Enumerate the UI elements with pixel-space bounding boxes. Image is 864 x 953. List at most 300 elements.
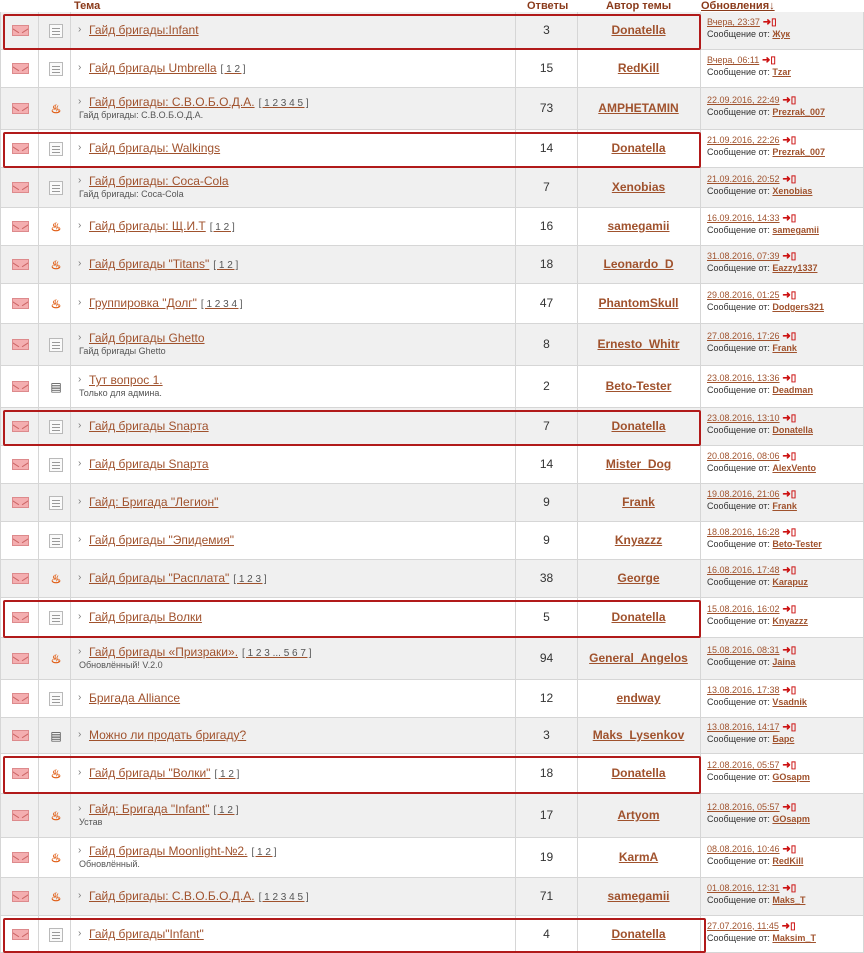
table-row — [0, 522, 864, 560]
message-from-label: Сообщение от: — [707, 657, 773, 667]
chevron-right-icon: › — [78, 220, 82, 231]
last-update-date[interactable]: 13.08.2016, 14:17 — [707, 722, 780, 732]
topic-author-link[interactable]: PhantomSkull — [598, 296, 679, 310]
last-update-date[interactable]: 27.08.2016, 17:26 — [707, 331, 780, 341]
column-divider — [0, 916, 1, 953]
message-from-label: Сообщение от: — [707, 302, 773, 312]
last-update-date[interactable]: 31.08.2016, 07:39 — [707, 251, 780, 261]
last-poster-link[interactable]: Beto-Tester — [772, 539, 822, 549]
chevron-right-icon: › — [78, 803, 82, 814]
topic-description: Гайд бригады Ghetto — [79, 346, 166, 356]
last-update-date[interactable]: 16.08.2016, 17:48 — [707, 565, 780, 575]
highlight-box — [3, 410, 701, 446]
column-header-updates[interactable]: Обновления↓ — [701, 0, 775, 12]
topic-title-link[interactable]: Гайд бригады «Призраки». [ 1 2 3 ... 5 6 7 ] — [89, 645, 312, 659]
topic-description: Только для админа. — [79, 388, 162, 398]
reply-count: 18 — [539, 257, 554, 271]
message-from-label: Сообщение от: — [707, 343, 773, 353]
column-divider — [0, 130, 1, 168]
column-header-author[interactable]: Автор темы — [606, 0, 672, 12]
unread-envelope-icon[interactable] — [12, 852, 29, 863]
topic-title-link[interactable]: Гайд бригады:Infant — [89, 23, 199, 37]
table-row — [0, 638, 864, 680]
table-row — [0, 208, 864, 246]
topic-title-link[interactable]: Гайд бригады "Расплата" [ 1 2 3 ] — [89, 571, 267, 585]
last-poster — [707, 343, 797, 353]
unread-envelope-icon[interactable] — [12, 693, 29, 704]
topic-title-link[interactable]: Гайд бригады Snapта — [89, 419, 209, 433]
last-update — [707, 290, 796, 301]
go-to-last-post-icon[interactable]: ➜▯ — [779, 883, 797, 894]
unread-envelope-icon[interactable] — [12, 497, 29, 508]
table-row — [0, 484, 864, 522]
go-to-last-post-icon[interactable]: ➜▯ — [779, 565, 797, 576]
last-poster — [707, 772, 810, 782]
column-divider — [70, 680, 71, 718]
column-divider — [0, 878, 1, 916]
table-row — [0, 50, 864, 88]
topic-pagination[interactable]: [ 1 2 3 ... 5 6 7 ] — [242, 648, 312, 659]
last-update — [707, 174, 796, 185]
column-divider — [0, 12, 1, 50]
topic-pagination[interactable]: [ 1 2 3 4 5 ] — [258, 892, 309, 903]
last-poster-link[interactable]: GOsapm — [772, 772, 810, 782]
unread-envelope-icon[interactable] — [12, 298, 29, 309]
go-to-last-post-icon[interactable]: ➜▯ — [779, 95, 797, 106]
last-poster — [707, 657, 795, 667]
column-divider — [0, 718, 1, 754]
column-divider — [0, 598, 1, 638]
last-update-date[interactable]: 27.07.2016, 11:45 — [707, 920, 779, 931]
topic-pagination[interactable]: [ 1 2 ] — [220, 64, 246, 75]
chevron-right-icon: › — [78, 572, 82, 583]
hot-topic-icon: ♨ — [50, 652, 62, 666]
unread-envelope-icon[interactable] — [12, 535, 29, 546]
topic-title-link[interactable]: Гайд: Бригада "Легион" — [89, 495, 219, 509]
column-divider — [38, 246, 39, 284]
chevron-right-icon: › — [78, 374, 82, 385]
last-update-date[interactable]: 19.08.2016, 21:06 — [707, 489, 780, 499]
last-poster-link[interactable]: Eazzy1337 — [772, 263, 818, 273]
topic-title-link[interactable]: Гайд бригады: С.В.О.Б.О.Д.А. [ 1 2 3 4 5 ] — [89, 889, 309, 903]
table-row — [0, 446, 864, 484]
topic-pagination[interactable]: [ 1 2 3 4 5 ] — [258, 98, 309, 109]
table-row — [0, 560, 864, 598]
topic-author-link[interactable]: endway — [616, 691, 661, 705]
reply-count: 14 — [539, 457, 554, 471]
topic-author-link[interactable]: samegamii — [607, 219, 670, 233]
topic-title-link[interactable]: Гайд бригады"Infant" — [89, 926, 204, 941]
column-divider — [700, 794, 701, 838]
topic-title-link[interactable]: Бригада Alliance — [89, 691, 181, 705]
highlight-box — [3, 918, 706, 953]
last-poster-link[interactable]: Dodgers321 — [772, 302, 824, 312]
last-poster-link[interactable]: Maks_T — [772, 895, 806, 905]
last-poster — [707, 29, 790, 39]
last-update-date[interactable]: 12.08.2016, 05:57 — [707, 802, 780, 812]
topic-title-link[interactable]: Гайд бригады "Эпидемия" — [89, 533, 235, 547]
topic-author-link[interactable]: Artyom — [617, 808, 660, 822]
table-row — [0, 718, 864, 754]
chevron-right-icon: › — [78, 890, 82, 901]
go-to-last-post-icon[interactable]: ➜▯ — [779, 844, 797, 855]
hot-topic-icon: ♨ — [50, 102, 62, 116]
message-from-label: Сообщение от: — [707, 107, 773, 117]
column-divider — [0, 208, 1, 246]
last-update-date[interactable]: 29.08.2016, 01:25 — [707, 290, 780, 300]
column-divider — [0, 560, 1, 598]
unread-envelope-icon[interactable] — [12, 182, 29, 193]
column-divider — [38, 484, 39, 522]
last-poster — [707, 263, 817, 273]
reply-count: 38 — [539, 571, 554, 585]
last-poster-link[interactable]: Maksim_T — [772, 932, 816, 943]
topic-title-link[interactable]: Гайд бригады: С.В.О.Б.О.Д.А. [ 1 2 3 4 5 ] — [89, 95, 309, 109]
chevron-right-icon: › — [78, 845, 82, 856]
chevron-right-icon: › — [78, 729, 82, 740]
reply-count: 7 — [543, 180, 550, 194]
last-update-date[interactable]: 21.09.2016, 22:26 — [707, 135, 780, 145]
column-divider — [38, 838, 39, 878]
last-update — [707, 55, 776, 66]
last-update — [707, 722, 796, 733]
topic-author-link[interactable]: Xenobias — [611, 180, 666, 194]
go-to-last-post-icon[interactable]: ➜▯ — [779, 722, 797, 733]
go-to-last-post-icon[interactable]: ➜▯ — [779, 685, 797, 696]
go-to-last-post-icon[interactable]: ➜▯ — [779, 451, 797, 462]
last-update — [707, 135, 796, 146]
column-divider — [38, 680, 39, 718]
column-divider — [70, 838, 71, 878]
go-to-last-post-icon[interactable]: ➜▯ — [779, 527, 797, 538]
topic-author-link[interactable]: AMPHETAMIN — [598, 101, 679, 115]
topic-title-link[interactable]: Гайд бригады: Щ.И.Т [ 1 2 ] — [89, 219, 235, 233]
message-from-label: Сообщение от: — [707, 225, 773, 235]
topic-title-link[interactable]: Гайд: Бригада "Infant" [ 1 2 ] — [89, 802, 239, 816]
hot-topic-icon: ♨ — [50, 767, 62, 781]
topic-document-icon — [49, 62, 63, 76]
column-divider — [0, 484, 1, 522]
column-divider — [70, 522, 71, 560]
last-update-date[interactable]: 22.09.2016, 22:49 — [707, 95, 780, 105]
column-divider — [0, 838, 1, 878]
last-update — [707, 373, 796, 384]
column-header-replies[interactable]: Ответы — [527, 0, 569, 12]
last-update-date[interactable]: 23.08.2016, 13:10 — [707, 413, 780, 423]
topic-author-link[interactable]: Leonardo_D — [603, 257, 674, 271]
topic-title-link[interactable]: Гайд бригады Umbrella [ 1 2 ] — [89, 61, 246, 75]
unread-envelope-icon[interactable] — [12, 381, 29, 392]
message-from-label: Сообщение от: — [707, 263, 773, 273]
message-from-label: Сообщение от: — [707, 501, 773, 511]
last-poster-link[interactable]: RedKill — [772, 856, 804, 866]
last-update-date[interactable]: 23.08.2016, 13:36 — [707, 373, 780, 383]
last-poster — [707, 814, 810, 824]
column-divider — [70, 560, 71, 598]
column-divider — [70, 638, 71, 680]
topic-author-link[interactable]: RedKill — [617, 61, 660, 75]
last-poster — [707, 933, 816, 943]
last-poster — [707, 539, 822, 549]
topic-document-icon — [49, 338, 63, 352]
last-update — [707, 844, 796, 855]
topic-author-link[interactable]: Donatella — [611, 926, 666, 941]
go-to-last-post-icon[interactable]: ➜▯ — [779, 331, 797, 342]
topic-author-link[interactable]: Mister_Dog — [605, 457, 672, 471]
message-from-label: Сообщение от: — [707, 147, 773, 157]
topic-title-link[interactable]: Группировка "Долг" [ 1 2 3 4 ] — [89, 296, 243, 310]
last-poster — [707, 463, 816, 473]
last-update — [707, 565, 796, 576]
chevron-right-icon: › — [78, 646, 82, 657]
chevron-right-icon: › — [78, 175, 82, 186]
last-update-date[interactable]: 18.08.2016, 16:28 — [707, 527, 780, 537]
go-to-last-post-icon[interactable]: ➜▯ — [779, 213, 797, 224]
reply-count: 14 — [539, 141, 554, 155]
last-update-date[interactable]: 01.08.2016, 12:31 — [707, 883, 780, 893]
column-divider — [70, 446, 71, 484]
column-divider — [700, 284, 701, 324]
table-row — [0, 88, 864, 130]
go-to-last-post-icon[interactable]: ➜▯ — [759, 55, 776, 66]
last-update — [707, 451, 796, 462]
last-poster-link[interactable]: samegamii — [772, 225, 819, 235]
column-divider — [0, 754, 1, 794]
highlight-box — [3, 132, 701, 168]
topic-author-link[interactable]: Donatella — [611, 419, 666, 433]
last-poster-link[interactable]: Tzar — [772, 67, 791, 77]
topic-author-link[interactable]: Donatella — [611, 141, 666, 155]
hot-topic-icon: ♨ — [50, 890, 62, 904]
message-from-label: Сообщение от: — [707, 186, 773, 196]
column-divider — [700, 638, 701, 680]
last-poster-link[interactable]: Knyazzz — [772, 616, 808, 626]
last-poster — [707, 67, 791, 77]
go-to-last-post-icon[interactable]: ➜▯ — [779, 489, 797, 500]
column-divider — [38, 560, 39, 598]
chevron-right-icon: › — [78, 297, 82, 308]
last-poster-link[interactable]: Frank — [772, 343, 797, 353]
hot-topic-icon: ♨ — [50, 851, 62, 865]
last-update-date[interactable]: 20.08.2016, 08:06 — [707, 451, 780, 461]
reply-count: 7 — [543, 419, 550, 433]
topic-author-link[interactable]: Donatella — [611, 23, 666, 37]
column-divider — [700, 88, 701, 130]
unread-envelope-icon[interactable] — [12, 339, 29, 350]
topic-author-link[interactable]: Ernesto_Whitr — [597, 337, 680, 351]
topic-author-link[interactable]: George — [617, 571, 660, 585]
message-from-label: Сообщение от: — [707, 539, 773, 549]
last-poster — [707, 385, 813, 395]
go-to-last-post-icon[interactable]: ➜▯ — [778, 920, 796, 932]
go-to-last-post-icon[interactable]: ➜▯ — [779, 251, 797, 262]
table-row — [0, 878, 864, 916]
last-update — [707, 604, 796, 615]
topic-author-link[interactable]: Knyazzz — [614, 533, 663, 547]
topic-document-icon — [49, 534, 63, 548]
unread-envelope-icon[interactable] — [12, 891, 29, 902]
topic-author-link[interactable]: Maks_Lysenkov — [592, 728, 685, 742]
last-poster — [707, 186, 812, 196]
chevron-right-icon: › — [78, 611, 82, 622]
topic-pagination[interactable]: [ 1 2 3 4 ] — [200, 299, 243, 310]
column-divider — [700, 50, 701, 88]
topic-title-link[interactable]: Гайд бригады "Titans" [ 1 2 ] — [89, 257, 239, 271]
unread-envelope-icon[interactable] — [12, 810, 29, 821]
topic-description: Гайд бригады: Coca-Cola — [79, 189, 184, 199]
last-update — [707, 213, 796, 224]
hot-topic-icon: ♨ — [50, 258, 62, 272]
column-divider — [38, 638, 39, 680]
last-update-date[interactable]: 16.09.2016, 14:33 — [707, 213, 780, 223]
last-poster-link[interactable]: Prezrak_007 — [772, 147, 825, 157]
topic-title-link[interactable]: Гайд бригады "Волки" [ 1 2 ] — [89, 766, 240, 780]
last-poster-link[interactable]: Frank — [772, 501, 797, 511]
last-poster-link[interactable]: Барс — [772, 734, 795, 744]
column-divider — [700, 168, 701, 208]
column-divider — [0, 680, 1, 718]
unread-envelope-icon[interactable] — [12, 103, 29, 114]
topic-document-icon — [49, 181, 63, 195]
unread-envelope-icon[interactable] — [12, 730, 29, 741]
topic-pagination[interactable]: [ 1 2 ] — [251, 847, 277, 858]
chevron-right-icon: › — [78, 534, 82, 545]
column-divider — [700, 680, 701, 718]
last-update-date[interactable]: Вчера, 23:37 — [707, 17, 760, 27]
unread-envelope-icon[interactable] — [12, 459, 29, 470]
last-poster-link[interactable]: GOsapm — [772, 814, 810, 824]
message-from-label: Сообщение от: — [707, 385, 773, 395]
column-divider — [700, 878, 701, 916]
topic-pagination[interactable]: [ 1 2 3 ] — [233, 574, 267, 585]
chevron-right-icon: › — [78, 458, 82, 469]
last-poster-link[interactable]: Vsadnik — [772, 697, 807, 707]
go-to-last-post-icon[interactable]: ➜▯ — [779, 413, 797, 424]
column-divider — [70, 794, 71, 838]
column-divider — [70, 366, 71, 408]
last-poster — [707, 147, 825, 157]
unread-envelope-icon[interactable] — [12, 653, 29, 664]
topic-author-link[interactable]: samegamii — [607, 889, 670, 903]
message-from-label: Сообщение от: — [707, 772, 773, 782]
topic-author-link[interactable]: Donatella — [611, 766, 666, 780]
topic-document-icon — [49, 692, 63, 706]
column-divider — [700, 484, 701, 522]
topic-title-link[interactable]: Гайд бригады Moonlight-№2. [ 1 2 ] — [89, 844, 277, 858]
last-update-date[interactable]: Вчера, 06:11 — [707, 55, 760, 65]
go-to-last-post-icon[interactable]: ➜▯ — [779, 604, 797, 615]
last-update — [707, 527, 796, 538]
last-poster-link[interactable]: Karapuz — [772, 577, 808, 587]
unread-envelope-icon[interactable] — [12, 63, 29, 74]
last-update — [707, 921, 796, 932]
last-update-date[interactable]: 12.08.2016, 05:57 — [707, 760, 780, 770]
column-divider — [38, 794, 39, 838]
reply-count: 18 — [539, 766, 554, 780]
message-from-label: Сообщение от: — [707, 697, 773, 707]
go-to-last-post-icon[interactable]: ➜▯ — [779, 290, 797, 301]
topic-author-link[interactable]: KarmA — [618, 850, 659, 864]
column-divider — [0, 446, 1, 484]
chevron-right-icon: › — [78, 24, 82, 35]
last-update-date[interactable]: 15.08.2016, 08:31 — [707, 645, 780, 655]
topic-title-link[interactable]: Гайд бригады Ghetto — [89, 331, 205, 345]
last-poster-link[interactable]: Donatella — [772, 425, 813, 435]
topic-title-link[interactable]: Гайд бригады Волки — [89, 610, 202, 624]
column-divider — [70, 718, 71, 754]
unread-envelope-icon[interactable] — [12, 573, 29, 584]
message-from-label: Сообщение от: — [707, 856, 773, 866]
go-to-last-post-icon[interactable]: ➜▯ — [779, 174, 797, 185]
topic-title-link[interactable]: Можно ли продать бригаду? — [89, 728, 247, 742]
chevron-right-icon: › — [78, 496, 82, 507]
column-divider — [70, 208, 71, 246]
unread-envelope-icon[interactable] — [12, 259, 29, 270]
topic-title-link[interactable]: Гайд бригады: Walkings — [89, 141, 221, 155]
unread-envelope-icon[interactable] — [12, 221, 29, 232]
column-divider — [38, 446, 39, 484]
go-to-last-post-icon[interactable]: ➜▯ — [759, 17, 777, 28]
column-header-topic[interactable]: Тема — [74, 0, 101, 12]
go-to-last-post-icon[interactable]: ➜▯ — [779, 802, 797, 813]
last-poster — [707, 856, 803, 866]
topic-author-link[interactable]: Donatella — [611, 610, 666, 624]
go-to-last-post-icon[interactable]: ➜▯ — [779, 760, 797, 771]
topic-title-link[interactable]: Гайд бригады Snapта — [89, 457, 209, 471]
message-from-label: Сообщение от: — [707, 577, 773, 587]
reply-count: 9 — [543, 533, 550, 547]
last-update-date[interactable]: 08.08.2016, 10:46 — [707, 844, 780, 854]
last-update-date[interactable]: 21.09.2016, 20:52 — [707, 174, 780, 184]
last-poster — [707, 577, 808, 587]
last-update-date[interactable]: 15.08.2016, 16:02 — [707, 604, 780, 614]
topic-author-link[interactable]: Frank — [622, 495, 655, 509]
last-poster-link[interactable]: Jaina — [772, 657, 796, 667]
table-row — [0, 838, 864, 878]
topic-pagination[interactable]: [ 1 2 ] — [213, 260, 239, 271]
topic-title-link[interactable]: Тут вопрос 1. — [89, 373, 163, 387]
hot-topic-icon: ♨ — [50, 809, 62, 823]
topic-description: Обновлённый. — [79, 859, 140, 869]
last-poster-link[interactable]: Жук — [772, 29, 791, 39]
go-to-last-post-icon[interactable]: ➜▯ — [779, 373, 797, 384]
go-to-last-post-icon[interactable]: ➜▯ — [779, 645, 797, 656]
topic-author-link[interactable]: General_Angelos — [589, 651, 688, 665]
topic-author-link[interactable]: Beto-Tester — [605, 379, 672, 393]
last-poster-link[interactable]: Deadman — [772, 385, 813, 395]
last-poster-link[interactable]: AlexVento — [772, 463, 816, 473]
topic-pagination[interactable]: [ 1 2 ] — [214, 769, 240, 780]
reply-count: 8 — [543, 337, 550, 351]
last-poster-link[interactable]: Prezrak_007 — [772, 107, 825, 117]
last-update-date[interactable]: 13.08.2016, 17:38 — [707, 685, 780, 695]
message-from-label: Сообщение от: — [707, 814, 773, 824]
last-poster — [707, 302, 824, 312]
topic-pagination[interactable]: [ 1 2 ] — [209, 222, 235, 233]
chevron-right-icon: › — [78, 420, 82, 431]
table-header — [0, 0, 864, 12]
go-to-last-post-icon[interactable]: ➜▯ — [779, 135, 797, 146]
last-update — [707, 17, 777, 28]
last-poster — [707, 225, 819, 235]
last-poster-link[interactable]: Xenobias — [772, 186, 813, 196]
topic-pagination[interactable]: [ 1 2 ] — [213, 805, 239, 816]
column-divider — [700, 718, 701, 754]
topic-title-link[interactable]: Гайд бригады: Coca-Cola — [89, 174, 229, 188]
message-from-label: Сообщение от: — [707, 67, 773, 77]
column-divider — [700, 446, 701, 484]
message-from-label: Сообщение от: — [707, 895, 773, 905]
